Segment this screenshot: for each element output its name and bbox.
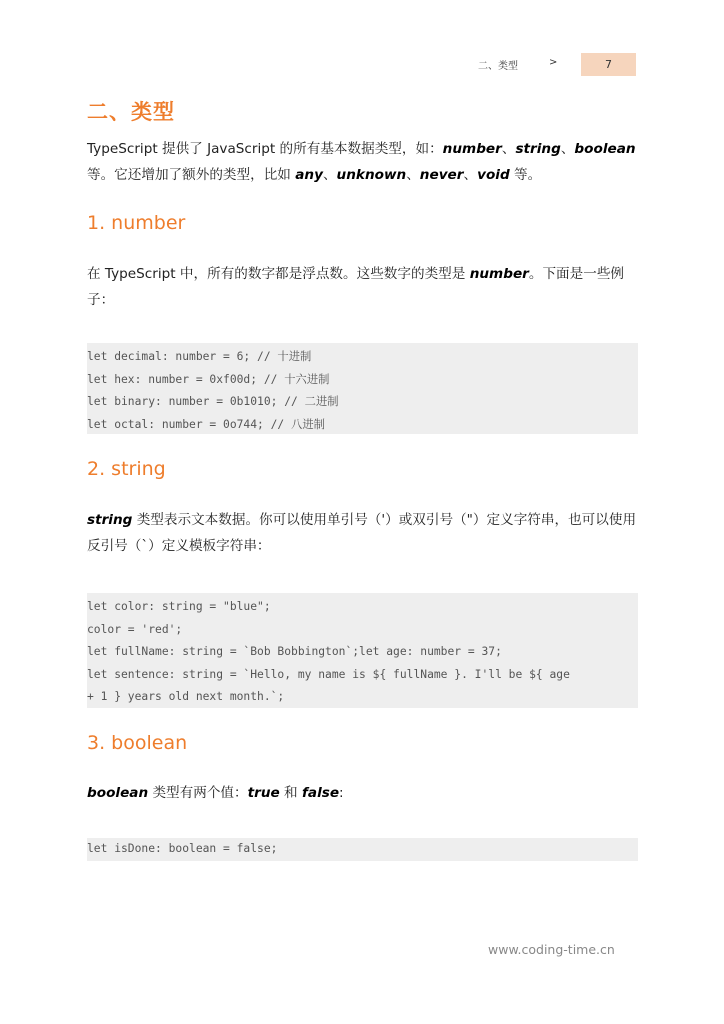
- intro-paragraph: [87, 136, 639, 188]
- number-code-block: [87, 343, 638, 434]
- type-keyword: number: [469, 266, 529, 282]
- header-arrow-icon: >: [549, 57, 558, 68]
- string-paragraph: [87, 507, 639, 559]
- separator: 、: [501, 141, 516, 157]
- code-line: let isDone: boolean = false;: [87, 842, 278, 855]
- string-code-block: [87, 593, 638, 708]
- number-heading: 1. number: [87, 212, 186, 234]
- code-line: let color: string = "blue";: [87, 600, 271, 613]
- code-line: + 1 } years old next month.`;: [87, 690, 285, 704]
- string-heading: 2. string: [87, 458, 166, 480]
- page-number-badge: 7: [581, 53, 636, 76]
- type-keyword: string: [515, 141, 561, 157]
- value-keyword: true: [247, 785, 280, 801]
- type-keyword: boolean: [574, 141, 636, 157]
- type-keyword: number: [442, 141, 502, 157]
- separator: 、: [463, 167, 478, 183]
- code-line: color = 'red';: [87, 622, 183, 636]
- code-line: let fullName: string = `Bob Bobbington`;let age: number = 37;: [87, 645, 502, 659]
- code-line: let binary: number = 0b1010; // 二进制: [87, 395, 339, 409]
- intro-text: TypeScript 提供了 JavaScript 的所有基本数据类型，如：: [87, 141, 443, 157]
- code-line: let octal: number = 0o744; // 八进制: [87, 417, 325, 431]
- code-line: let sentence: string = `Hello, my name is ${ fullName }. I'll be ${ age: [87, 667, 570, 681]
- boolean-code-block: [87, 838, 638, 861]
- boolean-text: :: [339, 785, 344, 801]
- value-keyword: false: [301, 785, 340, 801]
- footer-url: www.coding-time.cn: [488, 942, 615, 957]
- type-keyword: boolean: [87, 785, 149, 801]
- code-line: let hex: number = 0xf00d; // 十六进制: [87, 372, 330, 386]
- number-text: 。下面是一些例子：: [87, 266, 625, 308]
- string-text: 类型表示文本数据。你可以使用单引号（'）或双引号（"）定义字符串，也可以使用反引号（`）定义模板字符串：: [87, 512, 637, 554]
- intro-text: 等。它还增加了额外的类型，比如: [87, 167, 296, 183]
- type-keyword: void: [477, 167, 510, 183]
- type-keyword: never: [419, 167, 464, 183]
- separator: 、: [560, 141, 575, 157]
- header-section-label: 二、类型: [478, 61, 518, 72]
- boolean-text: 类型有两个值：: [148, 785, 248, 801]
- boolean-text: 和: [279, 785, 302, 801]
- intro-text: 等。: [509, 167, 542, 183]
- number-text: 在 TypeScript 中，所有的数字都是浮点数。这些数字的类型是: [87, 266, 470, 282]
- number-paragraph: [87, 261, 639, 313]
- type-keyword: any: [295, 167, 323, 183]
- boolean-heading: 3. boolean: [87, 732, 188, 754]
- separator: 、: [406, 167, 420, 183]
- code-line: let decimal: number = 6; // 十进制: [87, 350, 312, 363]
- separator: 、: [322, 167, 337, 183]
- boolean-paragraph: [87, 780, 639, 806]
- type-keyword: unknown: [336, 167, 407, 183]
- type-keyword: string: [87, 512, 133, 528]
- page-title: 二、类型: [87, 100, 175, 124]
